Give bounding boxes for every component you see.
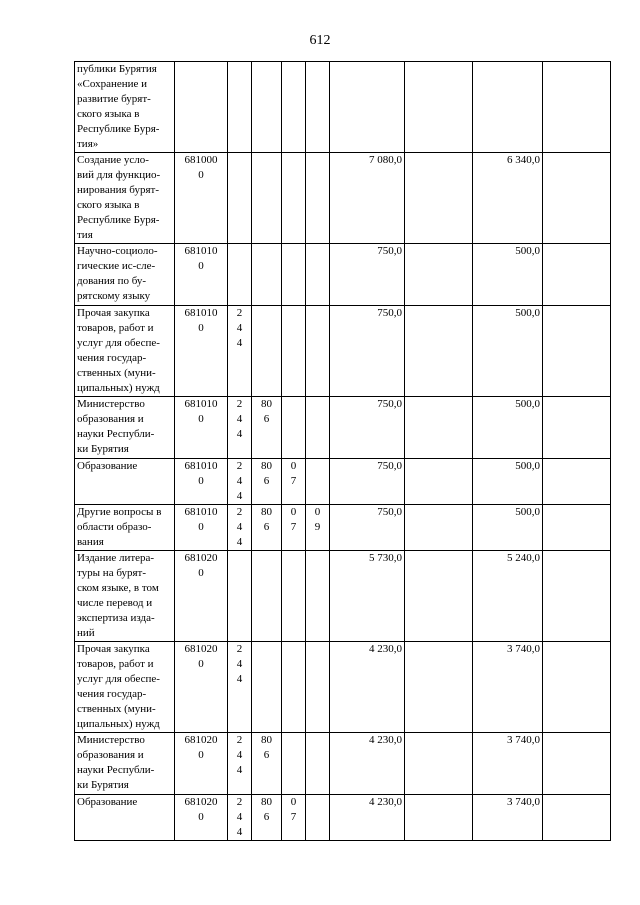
vr-code-cell: [228, 459, 252, 505]
row-name-line: Образование: [77, 796, 138, 808]
rz-code-cell: [282, 306, 306, 397]
grbs-code-line: 6: [263, 475, 270, 487]
amount-col1-cell: 750,0: [330, 397, 405, 459]
csr-code-line: 681020: [184, 796, 218, 808]
csr-code-cell: [175, 306, 228, 397]
amount-col2-cell: 6 340,0: [473, 153, 543, 244]
table-row: [75, 642, 611, 733]
empty-cell: [405, 642, 473, 733]
csr-code-line: 0: [198, 567, 204, 579]
row-name-cell: [75, 306, 175, 397]
csr-code-line: 0: [198, 475, 204, 487]
pr-code-cell: [306, 153, 330, 244]
rz-code-line: 0: [290, 796, 297, 808]
empty-cell: [543, 551, 611, 642]
row-name-line: числе перевод и: [77, 597, 153, 609]
grbs-code-cell: [252, 244, 282, 306]
empty-cell: [543, 397, 611, 459]
row-name-line: ского языка в: [77, 199, 140, 211]
row-name-line: науки Республи-: [77, 428, 155, 440]
grbs-code-cell: [252, 642, 282, 733]
amount-col1-cell: 750,0: [330, 306, 405, 397]
grbs-code-cell: [252, 795, 282, 841]
rz-code-cell: [282, 397, 306, 459]
rz-code-cell: [282, 551, 306, 642]
rz-code-cell: [282, 62, 306, 153]
table-row: [75, 62, 611, 153]
empty-cell: [405, 733, 473, 795]
grbs-code-cell: [252, 459, 282, 505]
empty-cell: [543, 62, 611, 153]
vr-code-line: 4: [236, 658, 243, 670]
row-name-line: ственных (муни-: [77, 367, 156, 379]
empty-cell: [405, 306, 473, 397]
csr-code-cell: [175, 153, 228, 244]
grbs-code-cell: [252, 306, 282, 397]
csr-code-cell: [175, 795, 228, 841]
row-name-line: Прочая закупка: [77, 307, 150, 319]
vr-code-cell: [228, 306, 252, 397]
pr-code-cell: [306, 459, 330, 505]
row-name-line: Издание литера-: [77, 552, 155, 564]
vr-code-cell: [228, 551, 252, 642]
row-name-line: чения государ-: [77, 352, 147, 364]
row-name-line: ственных (муни-: [77, 703, 156, 715]
vr-code-line: 2: [236, 734, 243, 746]
rz-code-cell: [282, 733, 306, 795]
amount-col2-cell: 5 240,0: [473, 551, 543, 642]
empty-cell: [405, 62, 473, 153]
vr-code-cell: [228, 397, 252, 459]
amount-col1-cell: 5 730,0: [330, 551, 405, 642]
row-name-line: услуг для обеспе-: [77, 673, 160, 685]
rz-code-cell: [282, 244, 306, 306]
page-number: 612: [309, 33, 331, 48]
rz-code-cell: [282, 459, 306, 505]
pr-code-cell: [306, 642, 330, 733]
vr-code-cell: [228, 244, 252, 306]
csr-code-cell: [175, 459, 228, 505]
empty-cell: [543, 795, 611, 841]
vr-code-cell: [228, 642, 252, 733]
vr-code-line: 4: [236, 764, 243, 776]
row-name-line: дования по бу-: [77, 275, 147, 287]
row-name-line: тия: [77, 229, 93, 241]
pr-code-line: 0: [314, 506, 321, 518]
table-body: [75, 62, 611, 841]
csr-code-line: 681010: [184, 398, 218, 410]
table-row: [75, 397, 611, 459]
row-name-line: Создание усло-: [77, 154, 149, 166]
row-name-line: гические ис-сле-: [77, 260, 156, 272]
row-name-line: Республике Буря-: [77, 214, 160, 226]
grbs-code-cell: [252, 397, 282, 459]
table-row: [75, 551, 611, 642]
row-name-cell: [75, 62, 175, 153]
empty-cell: [405, 153, 473, 244]
vr-code-line: 4: [236, 413, 243, 425]
row-name-line: туры на бурят-: [77, 567, 147, 579]
row-name-cell: [75, 642, 175, 733]
row-name-line: нирования бурят-: [77, 184, 159, 196]
csr-code-line: 681020: [184, 643, 218, 655]
table-row: [75, 459, 611, 505]
row-name-line: образования и: [77, 413, 144, 425]
vr-code-line: 2: [236, 506, 243, 518]
csr-code-line: 0: [198, 260, 204, 272]
row-name-line: товаров, работ и: [77, 322, 154, 334]
amount-col1-cell: 750,0: [330, 459, 405, 505]
empty-cell: [543, 505, 611, 551]
row-name-line: Образование: [77, 460, 138, 472]
grbs-code-line: 80: [261, 460, 272, 472]
empty-cell: [543, 642, 611, 733]
csr-code-cell: [175, 62, 228, 153]
rz-code-line: 7: [290, 521, 297, 533]
pr-code-line: 9: [314, 521, 321, 533]
vr-code-cell: [228, 795, 252, 841]
empty-cell: [405, 505, 473, 551]
amount-col2-cell: 500,0: [473, 505, 543, 551]
row-name-line: ний: [77, 627, 95, 639]
row-name-line: Научно-социоло-: [77, 245, 158, 257]
grbs-code-line: 80: [261, 506, 272, 518]
grbs-code-line: 80: [261, 398, 272, 410]
row-name-line: публики Бурятия: [77, 63, 157, 75]
rz-code-cell: [282, 505, 306, 551]
row-name-line: ки Бурятия: [77, 779, 129, 791]
row-name-line: ципальных) нужд: [77, 718, 160, 730]
vr-code-line: 4: [236, 811, 243, 823]
csr-code-line: 0: [198, 322, 204, 334]
csr-code-line: 0: [198, 658, 204, 670]
row-name-line: «Сохранение и: [77, 78, 148, 90]
row-name-cell: [75, 505, 175, 551]
rz-code-line: 7: [290, 811, 297, 823]
csr-code-cell: [175, 244, 228, 306]
table-row: [75, 306, 611, 397]
row-name-cell: [75, 244, 175, 306]
row-name-cell: [75, 551, 175, 642]
row-name-line: Министерство: [77, 734, 145, 746]
csr-code-line: 681020: [184, 552, 218, 564]
amount-col2-cell: [473, 62, 543, 153]
empty-cell: [405, 459, 473, 505]
empty-cell: [405, 795, 473, 841]
amount-col1-cell: 750,0: [330, 505, 405, 551]
csr-code-line: 681010: [184, 506, 218, 518]
csr-code-cell: [175, 551, 228, 642]
row-name-line: товаров, работ и: [77, 658, 154, 670]
grbs-code-line: 6: [263, 413, 270, 425]
amount-col1-cell: [330, 62, 405, 153]
grbs-code-cell: [252, 733, 282, 795]
empty-cell: [405, 244, 473, 306]
csr-code-line: 681010: [184, 245, 218, 257]
vr-code-line: 4: [236, 428, 243, 440]
row-name-line: услуг для обеспе-: [77, 337, 160, 349]
grbs-code-line: 6: [263, 749, 270, 761]
vr-code-line: 4: [236, 322, 243, 334]
grbs-code-line: 6: [263, 811, 270, 823]
row-name-cell: [75, 459, 175, 505]
table-row: [75, 505, 611, 551]
csr-code-line: 681020: [184, 734, 218, 746]
amount-col2-cell: 3 740,0: [473, 795, 543, 841]
row-name-cell: [75, 733, 175, 795]
vr-code-line: 2: [236, 398, 243, 410]
vr-code-line: 4: [236, 673, 243, 685]
pr-code-cell: [306, 551, 330, 642]
row-name-line: Другие вопросы в: [77, 506, 162, 518]
pr-code-cell: [306, 397, 330, 459]
row-name-line: образования и: [77, 749, 144, 761]
table-row: [75, 153, 611, 244]
row-name-cell: [75, 397, 175, 459]
rz-code-cell: [282, 642, 306, 733]
empty-cell: [543, 153, 611, 244]
row-name-line: ки Бурятия: [77, 443, 129, 455]
vr-code-line: 2: [236, 307, 243, 319]
amount-col1-cell: 750,0: [330, 244, 405, 306]
amount-col2-cell: 500,0: [473, 244, 543, 306]
grbs-code-cell: [252, 551, 282, 642]
grbs-code-cell: [252, 62, 282, 153]
pr-code-cell: [306, 62, 330, 153]
grbs-code-cell: [252, 505, 282, 551]
row-name-line: рятскому языку: [77, 290, 151, 302]
vr-code-line: 2: [236, 796, 243, 808]
grbs-code-cell: [252, 153, 282, 244]
pr-code-cell: [306, 505, 330, 551]
vr-code-cell: [228, 733, 252, 795]
amount-col2-cell: 500,0: [473, 306, 543, 397]
empty-cell: [543, 733, 611, 795]
amount-col2-cell: 500,0: [473, 459, 543, 505]
pr-code-cell: [306, 795, 330, 841]
empty-cell: [405, 551, 473, 642]
pr-code-cell: [306, 244, 330, 306]
row-name-line: Министерство: [77, 398, 145, 410]
vr-code-line: 4: [236, 536, 243, 548]
vr-code-cell: [228, 62, 252, 153]
row-name-line: Республике Буря-: [77, 123, 160, 135]
row-name-line: вий для функцио-: [77, 169, 161, 181]
vr-code-line: 4: [236, 337, 243, 349]
rz-code-cell: [282, 153, 306, 244]
amount-col1-cell: 4 230,0: [330, 795, 405, 841]
vr-code-line: 4: [236, 749, 243, 761]
empty-cell: [405, 397, 473, 459]
amount-col2-cell: 3 740,0: [473, 642, 543, 733]
grbs-code-line: 80: [261, 734, 272, 746]
vr-code-line: 4: [236, 490, 243, 502]
csr-code-line: 681010: [184, 307, 218, 319]
amount-col2-cell: 3 740,0: [473, 733, 543, 795]
csr-code-cell: [175, 505, 228, 551]
grbs-code-line: 80: [261, 796, 272, 808]
empty-cell: [543, 306, 611, 397]
row-name-line: тия»: [77, 138, 99, 150]
csr-code-line: 0: [198, 169, 204, 181]
row-name-line: области образо-: [77, 521, 152, 533]
vr-code-cell: [228, 153, 252, 244]
empty-cell: [543, 459, 611, 505]
rz-code-line: 7: [290, 475, 297, 487]
row-name-line: экспертиза изда-: [77, 612, 155, 624]
row-name-line: чения государ-: [77, 688, 147, 700]
table-row: [75, 733, 611, 795]
vr-code-line: 4: [236, 521, 243, 533]
row-name-line: Прочая закупка: [77, 643, 150, 655]
amount-col2-cell: 500,0: [473, 397, 543, 459]
csr-code-line: 0: [198, 521, 204, 533]
vr-code-line: 2: [236, 460, 243, 472]
row-name-cell: [75, 795, 175, 841]
vr-code-line: 2: [236, 643, 243, 655]
csr-code-line: 681000: [184, 154, 218, 166]
csr-code-cell: [175, 397, 228, 459]
row-name-line: ципальных) нужд: [77, 382, 160, 394]
csr-code-line: 681010: [184, 460, 218, 472]
row-name-line: ском языке, в том: [77, 582, 159, 594]
amount-col1-cell: 4 230,0: [330, 642, 405, 733]
vr-code-line: 4: [236, 475, 243, 487]
rz-code-line: 0: [290, 506, 297, 518]
row-name-cell: [75, 153, 175, 244]
table-row: [75, 795, 611, 841]
pr-code-cell: [306, 306, 330, 397]
csr-code-line: 0: [198, 413, 204, 425]
amount-col1-cell: 7 080,0: [330, 153, 405, 244]
csr-code-cell: [175, 642, 228, 733]
rz-code-cell: [282, 795, 306, 841]
empty-cell: [543, 244, 611, 306]
pr-code-cell: [306, 733, 330, 795]
vr-code-cell: [228, 505, 252, 551]
budget-table: [74, 61, 611, 841]
vr-code-line: 4: [236, 826, 243, 838]
csr-code-line: 0: [198, 811, 204, 823]
amount-col1-cell: 4 230,0: [330, 733, 405, 795]
rz-code-line: 0: [290, 460, 297, 472]
row-name-line: науки Республи-: [77, 764, 155, 776]
row-name-line: ского языка в: [77, 108, 140, 120]
table-row: [75, 244, 611, 306]
csr-code-cell: [175, 733, 228, 795]
row-name-line: вания: [77, 536, 104, 548]
grbs-code-line: 6: [263, 521, 270, 533]
csr-code-line: 0: [198, 749, 204, 761]
row-name-line: развитие бурят-: [77, 93, 151, 105]
